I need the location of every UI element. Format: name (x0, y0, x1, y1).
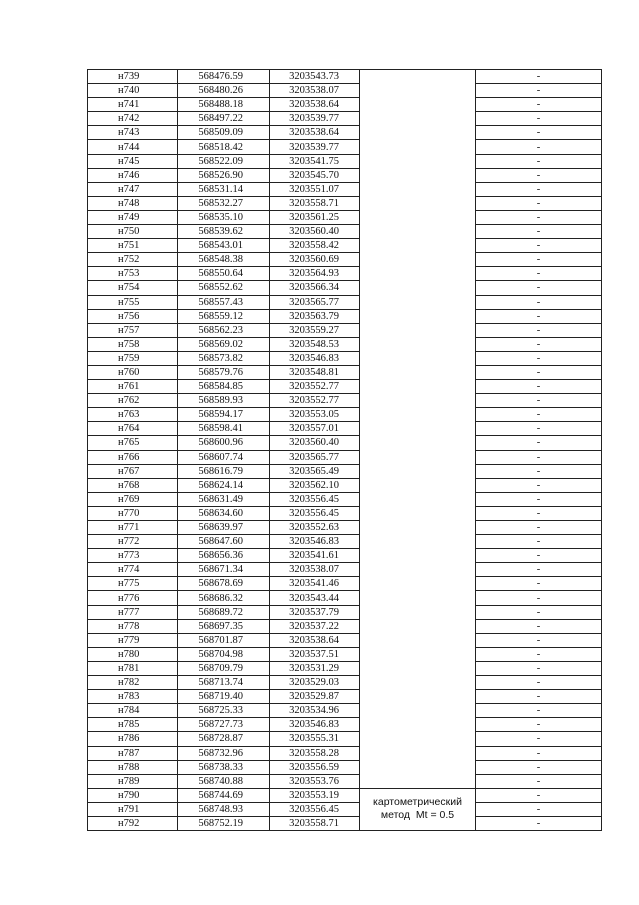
table-row (88, 535, 602, 549)
y-coordinate-cell: 3203546.83 (270, 535, 360, 549)
value-cell: - (476, 746, 602, 760)
table-row (88, 70, 602, 84)
point-name-cell: н788 (88, 760, 178, 774)
y-coordinate-cell: 3203556.45 (270, 802, 360, 816)
y-coordinate-cell: 3203558.42 (270, 239, 360, 253)
x-coordinate-cell: 568598.41 (178, 422, 270, 436)
table-row (88, 140, 602, 154)
point-name-cell: н772 (88, 535, 178, 549)
table-row (88, 154, 602, 168)
x-coordinate-cell: 568656.36 (178, 549, 270, 563)
x-coordinate-cell: 568552.62 (178, 281, 270, 295)
table-row (88, 788, 602, 802)
x-coordinate-cell: 568616.79 (178, 464, 270, 478)
coordinates-table-body (88, 70, 602, 831)
point-name-cell: н750 (88, 225, 178, 239)
table-row (88, 676, 602, 690)
point-name-cell: н758 (88, 337, 178, 351)
point-name-cell: н782 (88, 676, 178, 690)
point-name-cell: н762 (88, 394, 178, 408)
point-name-cell: н770 (88, 506, 178, 520)
table-row (88, 267, 602, 281)
x-coordinate-cell: 568535.10 (178, 210, 270, 224)
y-coordinate-cell: 3203566.34 (270, 281, 360, 295)
y-coordinate-cell: 3203543.44 (270, 591, 360, 605)
y-coordinate-cell: 3203551.07 (270, 182, 360, 196)
table-row (88, 337, 602, 351)
point-name-cell: н761 (88, 380, 178, 394)
x-coordinate-cell: 568562.23 (178, 323, 270, 337)
value-cell: - (476, 323, 602, 337)
value-cell: - (476, 112, 602, 126)
point-name-cell: н754 (88, 281, 178, 295)
table-row (88, 98, 602, 112)
x-coordinate-cell: 568728.87 (178, 732, 270, 746)
point-name-cell: н783 (88, 690, 178, 704)
x-coordinate-cell: 568713.74 (178, 676, 270, 690)
y-coordinate-cell: 3203529.87 (270, 690, 360, 704)
table-row (88, 422, 602, 436)
value-cell: - (476, 760, 602, 774)
value-cell: - (476, 521, 602, 535)
table-row (88, 126, 602, 140)
x-coordinate-cell: 568480.26 (178, 84, 270, 98)
y-coordinate-cell: 3203548.81 (270, 365, 360, 379)
value-cell: - (476, 182, 602, 196)
table-row (88, 365, 602, 379)
point-name-cell: н786 (88, 732, 178, 746)
x-coordinate-cell: 568678.69 (178, 577, 270, 591)
table-row (88, 732, 602, 746)
table-row (88, 816, 602, 830)
y-coordinate-cell: 3203538.64 (270, 633, 360, 647)
point-name-cell: н791 (88, 802, 178, 816)
y-coordinate-cell: 3203560.40 (270, 436, 360, 450)
y-coordinate-cell: 3203538.07 (270, 563, 360, 577)
point-name-cell: н769 (88, 492, 178, 506)
value-cell: - (476, 704, 602, 718)
value-cell: - (476, 154, 602, 168)
table-row (88, 210, 602, 224)
x-coordinate-cell: 568744.69 (178, 788, 270, 802)
x-coordinate-cell: 568548.38 (178, 253, 270, 267)
point-name-cell: н757 (88, 323, 178, 337)
y-coordinate-cell: 3203531.29 (270, 661, 360, 675)
value-cell: - (476, 365, 602, 379)
x-coordinate-cell: 568748.93 (178, 802, 270, 816)
y-coordinate-cell: 3203552.77 (270, 380, 360, 394)
value-cell: - (476, 647, 602, 661)
x-coordinate-cell: 568497.22 (178, 112, 270, 126)
value-cell: - (476, 549, 602, 563)
point-name-cell: н774 (88, 563, 178, 577)
x-coordinate-cell: 568607.74 (178, 450, 270, 464)
value-cell: - (476, 84, 602, 98)
x-coordinate-cell: 568725.33 (178, 704, 270, 718)
table-row (88, 605, 602, 619)
table-row (88, 295, 602, 309)
value-cell: - (476, 774, 602, 788)
x-coordinate-cell: 568532.27 (178, 196, 270, 210)
y-coordinate-cell: 3203537.22 (270, 619, 360, 633)
table-row (88, 351, 602, 365)
x-coordinate-cell: 568539.62 (178, 225, 270, 239)
value-cell: - (476, 690, 602, 704)
value-cell: - (476, 788, 602, 802)
value-cell: - (476, 267, 602, 281)
y-coordinate-cell: 3203553.19 (270, 788, 360, 802)
x-coordinate-cell: 568569.02 (178, 337, 270, 351)
point-name-cell: н778 (88, 619, 178, 633)
table-row (88, 309, 602, 323)
point-name-cell: н748 (88, 196, 178, 210)
y-coordinate-cell: 3203565.49 (270, 464, 360, 478)
y-coordinate-cell: 3203538.07 (270, 84, 360, 98)
value-cell: - (476, 295, 602, 309)
x-coordinate-cell: 568647.60 (178, 535, 270, 549)
point-name-cell: н755 (88, 295, 178, 309)
x-coordinate-cell: 568701.87 (178, 633, 270, 647)
point-name-cell: н766 (88, 450, 178, 464)
x-coordinate-cell: 568671.34 (178, 563, 270, 577)
value-cell: - (476, 591, 602, 605)
value-cell: - (476, 619, 602, 633)
value-cell: - (476, 450, 602, 464)
table-row (88, 478, 602, 492)
point-name-cell: н756 (88, 309, 178, 323)
point-name-cell: н745 (88, 154, 178, 168)
y-coordinate-cell: 3203558.71 (270, 816, 360, 830)
point-name-cell: н781 (88, 661, 178, 675)
point-name-cell: н790 (88, 788, 178, 802)
x-coordinate-cell: 568634.60 (178, 506, 270, 520)
y-coordinate-cell: 3203560.40 (270, 225, 360, 239)
point-name-cell: н787 (88, 746, 178, 760)
method-line-1: картометрический (373, 796, 462, 809)
point-name-cell: н767 (88, 464, 178, 478)
point-name-cell: н759 (88, 351, 178, 365)
value-cell: - (476, 126, 602, 140)
y-coordinate-cell: 3203553.76 (270, 774, 360, 788)
table-row (88, 281, 602, 295)
value-cell: - (476, 394, 602, 408)
table-row (88, 196, 602, 210)
point-name-cell: н743 (88, 126, 178, 140)
method-empty-cell (360, 70, 476, 789)
y-coordinate-cell: 3203557.01 (270, 422, 360, 436)
value-cell: - (476, 351, 602, 365)
x-coordinate-cell: 568631.49 (178, 492, 270, 506)
table-row (88, 380, 602, 394)
value-cell: - (476, 633, 602, 647)
table-row (88, 506, 602, 520)
table-row (88, 563, 602, 577)
value-cell: - (476, 309, 602, 323)
value-cell: - (476, 492, 602, 506)
table-row (88, 182, 602, 196)
table-row (88, 323, 602, 337)
point-name-cell: н784 (88, 704, 178, 718)
table-row (88, 464, 602, 478)
value-cell: - (476, 196, 602, 210)
method-cell (360, 788, 476, 830)
x-coordinate-cell: 568584.85 (178, 380, 270, 394)
value-cell: - (476, 436, 602, 450)
table-row (88, 492, 602, 506)
y-coordinate-cell: 3203552.63 (270, 521, 360, 535)
value-cell: - (476, 802, 602, 816)
x-coordinate-cell: 568686.32 (178, 591, 270, 605)
x-coordinate-cell: 568600.96 (178, 436, 270, 450)
y-coordinate-cell: 3203558.28 (270, 746, 360, 760)
point-name-cell: н765 (88, 436, 178, 450)
table-row (88, 591, 602, 605)
x-coordinate-cell: 568573.82 (178, 351, 270, 365)
value-cell: - (476, 210, 602, 224)
x-coordinate-cell: 568639.97 (178, 521, 270, 535)
y-coordinate-cell: 3203564.93 (270, 267, 360, 281)
x-coordinate-cell: 568476.59 (178, 70, 270, 84)
x-coordinate-cell: 568727.73 (178, 718, 270, 732)
value-cell: - (476, 563, 602, 577)
table-row (88, 168, 602, 182)
y-coordinate-cell: 3203560.69 (270, 253, 360, 267)
value-cell: - (476, 676, 602, 690)
value-cell: - (476, 225, 602, 239)
y-coordinate-cell: 3203537.51 (270, 647, 360, 661)
table-row (88, 436, 602, 450)
y-coordinate-cell: 3203563.79 (270, 309, 360, 323)
table-row (88, 619, 602, 633)
x-coordinate-cell: 568689.72 (178, 605, 270, 619)
x-coordinate-cell: 568752.19 (178, 816, 270, 830)
y-coordinate-cell: 3203552.77 (270, 394, 360, 408)
point-name-cell: н775 (88, 577, 178, 591)
y-coordinate-cell: 3203541.46 (270, 577, 360, 591)
value-cell: - (476, 535, 602, 549)
point-name-cell: н747 (88, 182, 178, 196)
x-coordinate-cell: 568543.01 (178, 239, 270, 253)
table-row (88, 253, 602, 267)
x-coordinate-cell: 568732.96 (178, 746, 270, 760)
x-coordinate-cell: 568579.76 (178, 365, 270, 379)
value-cell: - (476, 661, 602, 675)
table-row (88, 521, 602, 535)
point-name-cell: н792 (88, 816, 178, 830)
y-coordinate-cell: 3203543.73 (270, 70, 360, 84)
y-coordinate-cell: 3203565.77 (270, 295, 360, 309)
value-cell: - (476, 98, 602, 112)
point-name-cell: н739 (88, 70, 178, 84)
x-coordinate-cell: 568589.93 (178, 394, 270, 408)
point-name-cell: н763 (88, 408, 178, 422)
x-coordinate-cell: 568697.35 (178, 619, 270, 633)
method-line-2: метод Mt = 0.5 (380, 809, 455, 822)
y-coordinate-cell: 3203529.03 (270, 676, 360, 690)
value-cell: - (476, 408, 602, 422)
point-name-cell: н779 (88, 633, 178, 647)
value-cell: - (476, 816, 602, 830)
coordinates-table (87, 69, 602, 831)
table-row (88, 239, 602, 253)
y-coordinate-cell: 3203562.10 (270, 478, 360, 492)
point-name-cell: н746 (88, 168, 178, 182)
value-cell: - (476, 70, 602, 84)
point-name-cell: н760 (88, 365, 178, 379)
value-cell: - (476, 140, 602, 154)
point-name-cell: н752 (88, 253, 178, 267)
value-cell: - (476, 337, 602, 351)
value-cell: - (476, 422, 602, 436)
y-coordinate-cell: 3203539.77 (270, 112, 360, 126)
y-coordinate-cell: 3203541.75 (270, 154, 360, 168)
point-name-cell: н749 (88, 210, 178, 224)
x-coordinate-cell: 568624.14 (178, 478, 270, 492)
point-name-cell: н776 (88, 591, 178, 605)
value-cell: - (476, 718, 602, 732)
y-coordinate-cell: 3203539.77 (270, 140, 360, 154)
table-row (88, 633, 602, 647)
y-coordinate-cell: 3203558.71 (270, 196, 360, 210)
value-cell: - (476, 605, 602, 619)
table-row (88, 647, 602, 661)
value-cell: - (476, 253, 602, 267)
x-coordinate-cell: 568488.18 (178, 98, 270, 112)
x-coordinate-cell: 568557.43 (178, 295, 270, 309)
y-coordinate-cell: 3203556.59 (270, 760, 360, 774)
x-coordinate-cell: 568531.14 (178, 182, 270, 196)
point-name-cell: н740 (88, 84, 178, 98)
value-cell: - (476, 732, 602, 746)
x-coordinate-cell: 568709.79 (178, 661, 270, 675)
table-row (88, 802, 602, 816)
value-cell: - (476, 239, 602, 253)
point-name-cell: н771 (88, 521, 178, 535)
point-name-cell: н773 (88, 549, 178, 563)
y-coordinate-cell: 3203545.70 (270, 168, 360, 182)
table-row (88, 690, 602, 704)
table-row (88, 112, 602, 126)
y-coordinate-cell: 3203548.53 (270, 337, 360, 351)
point-name-cell: н780 (88, 647, 178, 661)
point-name-cell: н744 (88, 140, 178, 154)
y-coordinate-cell: 3203546.83 (270, 351, 360, 365)
point-name-cell: н741 (88, 98, 178, 112)
point-name-cell: н789 (88, 774, 178, 788)
table-row (88, 394, 602, 408)
point-name-cell: н764 (88, 422, 178, 436)
x-coordinate-cell: 568522.09 (178, 154, 270, 168)
point-name-cell: н777 (88, 605, 178, 619)
y-coordinate-cell: 3203538.64 (270, 98, 360, 112)
table-row (88, 760, 602, 774)
table-row (88, 774, 602, 788)
table-row (88, 577, 602, 591)
y-coordinate-cell: 3203553.05 (270, 408, 360, 422)
table-row (88, 408, 602, 422)
y-coordinate-cell: 3203565.77 (270, 450, 360, 464)
value-cell: - (476, 478, 602, 492)
y-coordinate-cell: 3203541.61 (270, 549, 360, 563)
value-cell: - (476, 506, 602, 520)
point-name-cell: н742 (88, 112, 178, 126)
value-cell: - (476, 168, 602, 182)
point-name-cell: н785 (88, 718, 178, 732)
y-coordinate-cell: 3203556.45 (270, 506, 360, 520)
y-coordinate-cell: 3203555.31 (270, 732, 360, 746)
x-coordinate-cell: 568738.33 (178, 760, 270, 774)
value-cell: - (476, 380, 602, 394)
point-name-cell: н753 (88, 267, 178, 281)
point-name-cell: н768 (88, 478, 178, 492)
table-row (88, 661, 602, 675)
y-coordinate-cell: 3203546.83 (270, 718, 360, 732)
y-coordinate-cell: 3203537.79 (270, 605, 360, 619)
table-row (88, 450, 602, 464)
table-row (88, 746, 602, 760)
table-row (88, 225, 602, 239)
table-row (88, 718, 602, 732)
x-coordinate-cell: 568719.40 (178, 690, 270, 704)
y-coordinate-cell: 3203561.25 (270, 210, 360, 224)
value-cell: - (476, 577, 602, 591)
x-coordinate-cell: 568526.90 (178, 168, 270, 182)
point-name-cell: н751 (88, 239, 178, 253)
y-coordinate-cell: 3203534.96 (270, 704, 360, 718)
y-coordinate-cell: 3203559.27 (270, 323, 360, 337)
x-coordinate-cell: 568704.98 (178, 647, 270, 661)
x-coordinate-cell: 568559.12 (178, 309, 270, 323)
x-coordinate-cell: 568518.42 (178, 140, 270, 154)
x-coordinate-cell: 568740.88 (178, 774, 270, 788)
table-row (88, 704, 602, 718)
table-row (88, 549, 602, 563)
y-coordinate-cell: 3203538.64 (270, 126, 360, 140)
y-coordinate-cell: 3203556.45 (270, 492, 360, 506)
value-cell: - (476, 281, 602, 295)
x-coordinate-cell: 568594.17 (178, 408, 270, 422)
x-coordinate-cell: 568509.09 (178, 126, 270, 140)
x-coordinate-cell: 568550.64 (178, 267, 270, 281)
table-row (88, 84, 602, 98)
value-cell: - (476, 464, 602, 478)
